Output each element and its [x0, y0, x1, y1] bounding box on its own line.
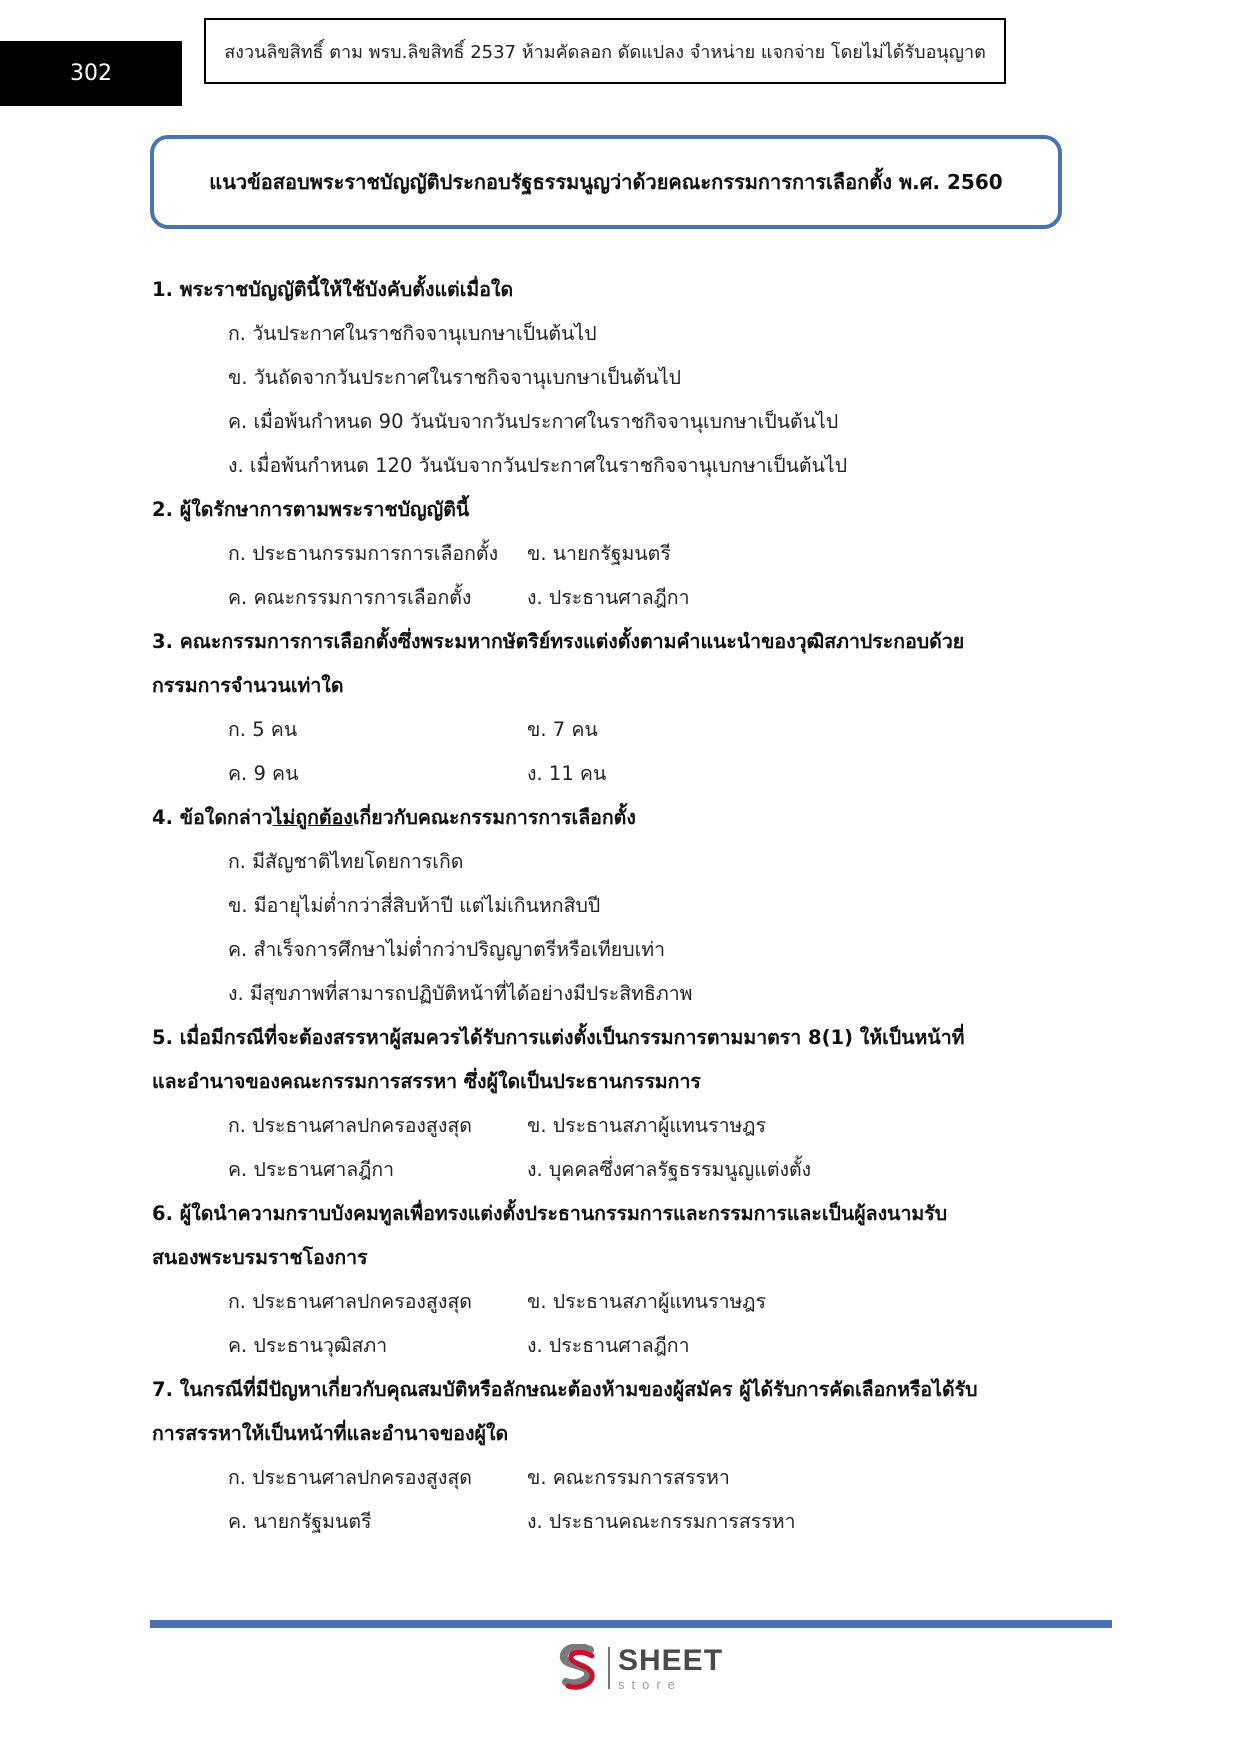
- logo-s-icon: [556, 1644, 602, 1692]
- question-7: 7. ในกรณีที่มีปัญหาเกี่ยวกับคุณสมบัติหรือลักษณะต้องห้ามของผู้สมัคร ผู้ได้รับการคัดเลือกหรือได้รับ: [152, 1378, 978, 1401]
- choice-4-c: ค. สำเร็จการศึกษาไม่ต่ำกว่าปริญญาตรีหรือเทียบเท่า: [228, 938, 666, 961]
- footer-divider: [150, 1620, 1112, 1628]
- choice-2-b: ข. นายกรัฐมนตรี: [527, 542, 671, 565]
- choice-3-a: ก. 5 คน: [228, 718, 298, 741]
- choice-7-b: ข. คณะกรรมการสรรหา: [527, 1466, 730, 1489]
- question-4: [152, 796, 1072, 840]
- question-5-cont: และอำนาจของคณะกรรมการสรรหา ซึ่งผู้ใดเป็นประธานกรรมการ: [152, 1070, 701, 1093]
- question-1: 1. พระราชบัญญัตินี้ให้ใช้บังคับตั้งแต่เมื่อใด: [152, 278, 514, 301]
- choice-1-b: ข. วันถัดจากวันประกาศในราชกิจจานุเบกษาเป็นต้นไป: [228, 366, 682, 389]
- choice-1-c: ค. เมื่อพ้นกำหนด 90 วันนับจากวันประกาศในราชกิจจานุเบกษาเป็นต้นไป: [228, 410, 839, 433]
- choice-1-a: ก. วันประกาศในราชกิจจานุเบกษาเป็นต้นไป: [228, 322, 597, 345]
- question-3-cont: กรรมการจำนวนเท่าใด: [152, 674, 344, 697]
- choice-2-c: ค. คณะกรรมการการเลือกตั้ง: [228, 586, 472, 609]
- choice-7-c: ค. นายกรัฐมนตรี: [228, 1510, 372, 1533]
- page-number: 302: [0, 41, 182, 106]
- question-2: 2. ผู้ใดรักษาการตามพระราชบัญญัตินี้: [152, 498, 470, 521]
- logo-text: [618, 1643, 724, 1692]
- choice-3-d: ง. 11 คน: [527, 762, 607, 785]
- page-title: แนวข้อสอบพระราชบัญญัติประกอบรัฐธรรมนูญว่าด้วยคณะกรรมการการเลือกตั้ง พ.ศ. 2560: [150, 135, 1062, 229]
- question-4-prefix: 4. ข้อใดกล่าว: [152, 806, 273, 829]
- logo-divider: [608, 1647, 610, 1689]
- choice-6-d: ง. ประธานศาลฎีกา: [527, 1334, 690, 1357]
- choice-2-a: ก. ประธานกรรมการการเลือกตั้ง: [228, 542, 499, 565]
- sheet-store-logo: [556, 1640, 723, 1696]
- choice-4-d: ง. มีสุขภาพที่สามารถปฏิบัติหน้าที่ได้อย่างมีประสิทธิภาพ: [228, 982, 693, 1005]
- question-list: [152, 268, 1072, 1544]
- choice-6-c: ค. ประธานวุฒิสภา: [228, 1334, 388, 1357]
- question-6: 6. ผู้ใดนำความกราบบังคมทูลเพื่อทรงแต่งตั้งประธานกรรมการและกรรมการและเป็นผู้ลงนามรับ: [152, 1202, 948, 1225]
- question-6-cont: สนองพระบรมราชโองการ: [152, 1246, 368, 1269]
- copyright-notice: สงวนลิขสิทธิ์ ตาม พรบ.ลิขสิทธิ์ 2537 ห้ามคัดลอก ดัดแปลง จำหน่าย แจกจ่าย โดยไม่ได้รับอนุญาต: [204, 18, 1006, 84]
- choice-3-b: ข. 7 คน: [527, 718, 598, 741]
- choice-4-a: ก. มีสัญชาติไทยโดยการเกิด: [228, 850, 464, 873]
- choice-5-a: ก. ประธานศาลปกครองสูงสุด: [228, 1114, 472, 1137]
- choice-3-c: ค. 9 คน: [228, 762, 299, 785]
- logo-sub-text: store: [618, 1676, 682, 1692]
- choice-2-d: ง. ประธานศาลฎีกา: [527, 586, 690, 609]
- choice-7-a: ก. ประธานศาลปกครองสูงสุด: [228, 1466, 472, 1489]
- choice-6-b: ข. ประธานสภาผู้แทนราษฎร: [527, 1290, 766, 1313]
- logo-main-text: SHEET: [618, 1643, 724, 1677]
- choice-4-b: ข. มีอายุไม่ต่ำกว่าสี่สิบห้าปี แต่ไม่เกินหกสิบปี: [228, 894, 601, 917]
- choice-7-d: ง. ประธานคณะกรรมการสรรหา: [527, 1510, 796, 1533]
- choice-5-b: ข. ประธานสภาผู้แทนราษฎร: [527, 1114, 766, 1137]
- choice-6-a: ก. ประธานศาลปกครองสูงสุด: [228, 1290, 472, 1313]
- choice-5-c: ค. ประธานศาลฎีกา: [228, 1158, 395, 1181]
- question-3: 3. คณะกรรมการการเลือกตั้งซึ่งพระมหากษัตริย์ทรงแต่งตั้งตามคำแนะนำของวุฒิสภาประกอบด้วย: [152, 630, 965, 653]
- question-4-suffix: เกี่ยวกับคณะกรรมการการเลือกตั้ง: [352, 806, 636, 829]
- question-5: 5. เมื่อมีกรณีที่จะต้องสรรหาผู้สมควรได้รับการแต่งตั้งเป็นกรรมการตามมาตรา 8(1) ให้เป็นหน้าที่: [152, 1026, 965, 1049]
- choice-5-d: ง. บุคคลซึ่งศาลรัฐธรรมนูญแต่งตั้ง: [527, 1158, 812, 1181]
- choice-1-d: ง. เมื่อพ้นกำหนด 120 วันนับจากวันประกาศในราชกิจจานุเบกษาเป็นต้นไป: [228, 454, 848, 477]
- question-4-underlined: ไม่ถูกต้อง: [272, 806, 353, 829]
- question-7-cont: การสรรหาให้เป็นหน้าที่และอำนาจของผู้ใด: [152, 1422, 509, 1445]
